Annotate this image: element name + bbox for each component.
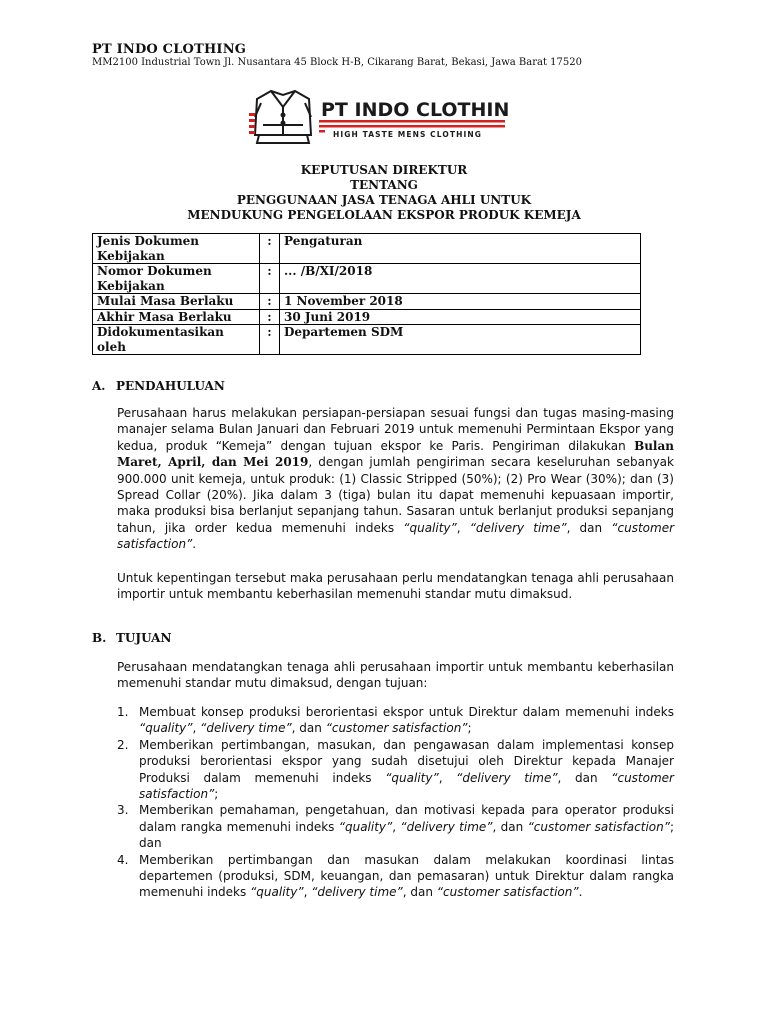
list-sep: , xyxy=(192,721,201,736)
p1-bold-dates: Bulan Maret, April, dan Mei 2019 xyxy=(117,438,674,470)
section-b-list xyxy=(117,704,674,901)
list-item xyxy=(117,737,674,803)
list-sep: , dan xyxy=(291,721,326,736)
metadata-row xyxy=(93,264,641,294)
metadata-label: Nomor Dokumen Kebijakan xyxy=(93,264,260,294)
company-logo xyxy=(249,85,509,151)
list-customer: “customer satisfaction” xyxy=(139,770,674,802)
list-customer: “customer satisfaction” xyxy=(325,721,468,736)
document-title xyxy=(0,163,768,223)
list-sep: , xyxy=(392,819,401,834)
p1-sep-2: , dan xyxy=(566,520,612,535)
p1-quality: “quality” xyxy=(403,520,457,535)
list-delivery: “delivery time” xyxy=(311,885,403,900)
section-a-title: PENDAHULUAN xyxy=(116,379,225,393)
list-quality: “quality” xyxy=(250,885,304,900)
metadata-label: Mulai Masa Berlaku xyxy=(93,294,260,310)
metadata-row xyxy=(93,325,641,355)
section-a-paragraph-1 xyxy=(117,405,674,553)
list-end: ; xyxy=(214,787,219,802)
list-sep: , dan xyxy=(557,770,612,785)
section-b-heading xyxy=(92,631,171,645)
list-sep: , xyxy=(438,770,457,785)
p1-end: . xyxy=(192,537,197,552)
list-customer: “customer satisfaction” xyxy=(436,885,579,900)
list-number: 4. xyxy=(117,852,129,867)
metadata-value: Pengaturan xyxy=(280,234,641,264)
list-customer: “customer satisfaction” xyxy=(527,819,670,834)
metadata-colon: : xyxy=(260,325,280,355)
metadata-row xyxy=(93,294,641,310)
list-text: Memberikan pertimbangan dan masukan dalam melakukan koordinasi lintas departemen (produksi, SDM, keuangan, dan pemasaran) untuk Direktur dalam rangka memenuhi indeks xyxy=(139,852,674,900)
title-line-4: MENDUKUNG PENGELOLAAN EKSPOR PRODUK KEMEJA xyxy=(187,208,581,222)
list-text: Membuat konsep produksi berorientasi ekspor untuk Direktur dalam memenuhi indeks xyxy=(139,705,674,719)
metadata-label: Jenis Dokumen Kebijakan xyxy=(93,234,260,264)
metadata-label: Akhir Masa Berlaku xyxy=(93,309,260,325)
company-address: MM2100 Industrial Town Jl. Nusantara 45 Block H-B, Cikarang Barat, Bekasi, Jawa Barat 17520 xyxy=(92,57,582,68)
logo-tagline: HIGH TASTE MENS CLOTHING xyxy=(333,130,482,139)
list-number: 2. xyxy=(117,737,129,752)
list-end: . xyxy=(578,885,583,900)
p1-text-a: Perusahaan harus melakukan persiapan-persiapan sesuai fungsi dan tugas masing-masing manajer selama Bulan Januari dan Februari 2019 untuk memenuhi Permintaan Ekspor yang kedua, produk “Kemeja” dengan tujuan ekspor ke Paris. Pengiriman dilakukan xyxy=(117,406,674,453)
section-b-title: TUJUAN xyxy=(116,631,172,645)
section-a-letter: A. xyxy=(92,379,106,393)
metadata-label: Didokumentasikan oleh xyxy=(93,325,260,355)
metadata-value: Departemen SDM xyxy=(280,325,641,355)
title-line-3: PENGGUNAAN JASA TENAGA AHLI UNTUK xyxy=(236,193,532,207)
metadata-colon: : xyxy=(260,309,280,325)
list-delivery: “delivery time” xyxy=(456,770,558,785)
title-line-2: TENTANG xyxy=(350,178,418,192)
list-text: Memberikan pertimbangan, masukan, dan pengawasan dalam implementasi konsep produksi berorientasi ekspor yang sudah disetujui oleh Direktur kepada Manajer Produksi dalam memenuhi indeks xyxy=(139,737,674,785)
list-item xyxy=(117,802,674,851)
list-item xyxy=(117,704,674,737)
metadata-value: ... /B/XI/2018 xyxy=(280,264,641,294)
p1-text-b: , dengan jumlah pengiriman secara keseluruhan sebanyak 900.000 unit kemeja, untuk produk: (1) Classic Stripped (50%); (2) Pro Wear (30%); dan (3) Spread Collar (20%). Jika dalam 3 (tiga) bulan itu dapat memenuhi kepuasaan importir, maka produksi bisa berlanjut sepanjang tahun. Sasaran untuk berlanjut produksi sepanjang tahun, jika order kedua memenuhi indeks xyxy=(117,455,674,535)
section-a-paragraph-2: Untuk kepentingan tersebut maka perusahaan perlu mendatangkan tenaga ahli perusahaan importir untuk membantu keberhasilan memenuhi standar mutu dimaksud. xyxy=(117,571,674,602)
p1-sep-1: , xyxy=(456,520,470,535)
logo-brand-text: PT INDO CLOTHING xyxy=(321,99,509,121)
list-end: ; xyxy=(467,721,472,736)
list-sep: , xyxy=(303,885,312,900)
document-metadata-table xyxy=(92,233,641,355)
list-end: ; dan xyxy=(139,819,674,851)
metadata-colon: : xyxy=(260,294,280,310)
list-quality: “quality” xyxy=(385,770,439,785)
metadata-colon: : xyxy=(260,264,280,294)
list-text: Memberikan pemahaman, pengetahuan, dan motivasi kepada para operator produksi dalam rangka memenuhi indeks xyxy=(139,803,674,834)
list-item xyxy=(117,852,674,901)
metadata-value: 1 November 2018 xyxy=(280,294,641,310)
list-delivery: “delivery time” xyxy=(200,721,292,736)
list-sep: , dan xyxy=(402,885,437,900)
title-line-1: KEPUTUSAN DIREKTUR xyxy=(300,163,468,177)
section-b-letter: B. xyxy=(92,631,107,645)
list-quality: “quality” xyxy=(338,819,393,834)
section-b-intro: Perusahaan mendatangkan tenaga ahli perusahaan importir untuk membantu keberhasilan memenuhi standar mutu dimaksud, dengan tujuan: xyxy=(117,660,674,691)
metadata-colon: : xyxy=(260,234,280,264)
p1-delivery: “delivery time” xyxy=(469,520,567,535)
metadata-row xyxy=(93,234,641,264)
section-a-heading xyxy=(92,379,225,393)
list-number: 3. xyxy=(117,803,129,818)
p1-customer: “customer satisfaction” xyxy=(117,520,675,552)
company-name: PT INDO CLOTHING xyxy=(92,42,247,57)
list-delivery: “delivery time” xyxy=(400,819,493,834)
metadata-row xyxy=(93,309,641,325)
list-quality: “quality” xyxy=(139,721,193,736)
list-sep: , dan xyxy=(492,819,528,834)
list-number: 1. xyxy=(117,705,129,719)
shirt-logo-icon xyxy=(249,85,509,151)
metadata-value: 30 Juni 2019 xyxy=(280,309,641,325)
